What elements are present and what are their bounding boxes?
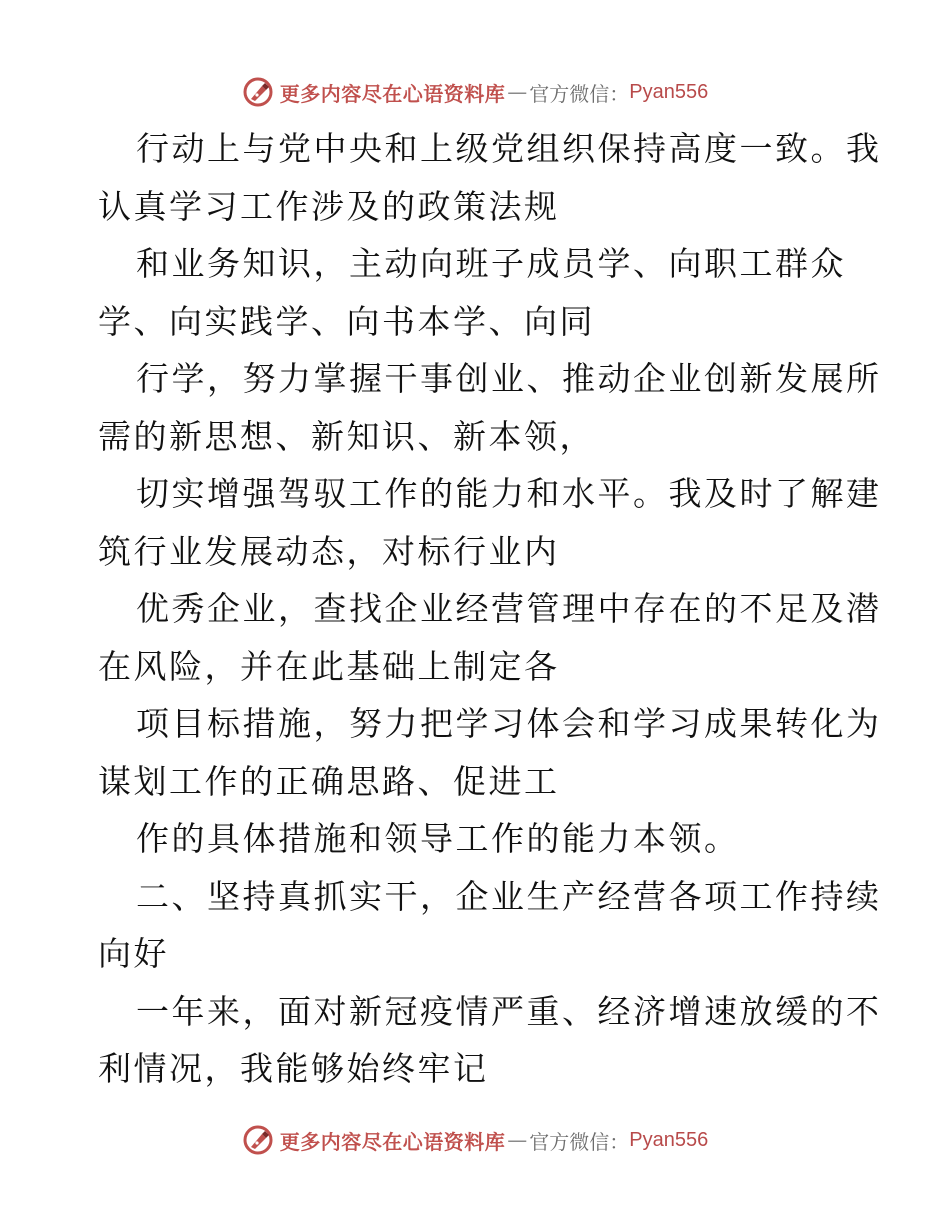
text-line: 项目标措施，努力把学习体会和学习成果转化为 <box>136 704 882 743</box>
text-line: 作的具体措施和领导工作的能力本领。 <box>136 819 740 858</box>
banner-wechat-handle: Pyan556 <box>629 1128 709 1151</box>
text-line: 切实增强驾驭工作的能力和水平。我及时了解建 <box>136 474 882 513</box>
pen-nib-logo-icon <box>242 1124 274 1156</box>
text-line: 优秀企业，查找企业经营管理中存在的不足及潜 <box>136 589 882 628</box>
section-heading: 二、坚持真抓实干，企业生产经营各项工作持续 <box>136 876 882 916</box>
text-line: 谋划工作的正确思路、促进工 <box>98 761 560 801</box>
banner-label: 官方微信： <box>529 1129 630 1154</box>
text-line: 学、向实践学、向书本学、向同 <box>98 301 595 341</box>
text-line: 一年来，面对新冠疫情严重、经济增速放缓的不 <box>136 991 882 1031</box>
section-heading-continued: 向好 <box>98 934 169 973</box>
banner-text: 更多内容尽在心语资料库 <box>279 1129 506 1154</box>
text-line: 筑行业发展动态，对标行业内 <box>98 531 560 571</box>
header-banner <box>0 72 950 112</box>
pen-nib-logo-icon <box>242 76 274 108</box>
text-line: 行学，努力掌握干事创业、推动企业创新发展所 <box>136 359 882 398</box>
text-line: 认真学习工作涉及的政策法规 <box>98 186 560 226</box>
banner-label: 官方微信： <box>529 81 630 106</box>
footer-banner <box>0 1120 950 1160</box>
text-line: 在风险，并在此基础上制定各 <box>98 646 560 686</box>
text-line: 利情况，我能够始终牢记 <box>98 1049 489 1088</box>
banner-text: 更多内容尽在心语资料库 <box>279 81 506 106</box>
text-line: 需的新思想、新知识、新本领， <box>98 416 595 456</box>
text-line: 行动上与党中央和上级党组织保持高度一致。我 <box>136 129 882 168</box>
text-line: 和业务知识，主动向班子成员学、向职工群众 <box>136 244 846 283</box>
document-body <box>98 120 882 1098</box>
banner-wechat-handle: Pyan556 <box>629 80 709 103</box>
banner-dash: — <box>507 1128 528 1152</box>
banner-dash: — <box>507 80 528 104</box>
